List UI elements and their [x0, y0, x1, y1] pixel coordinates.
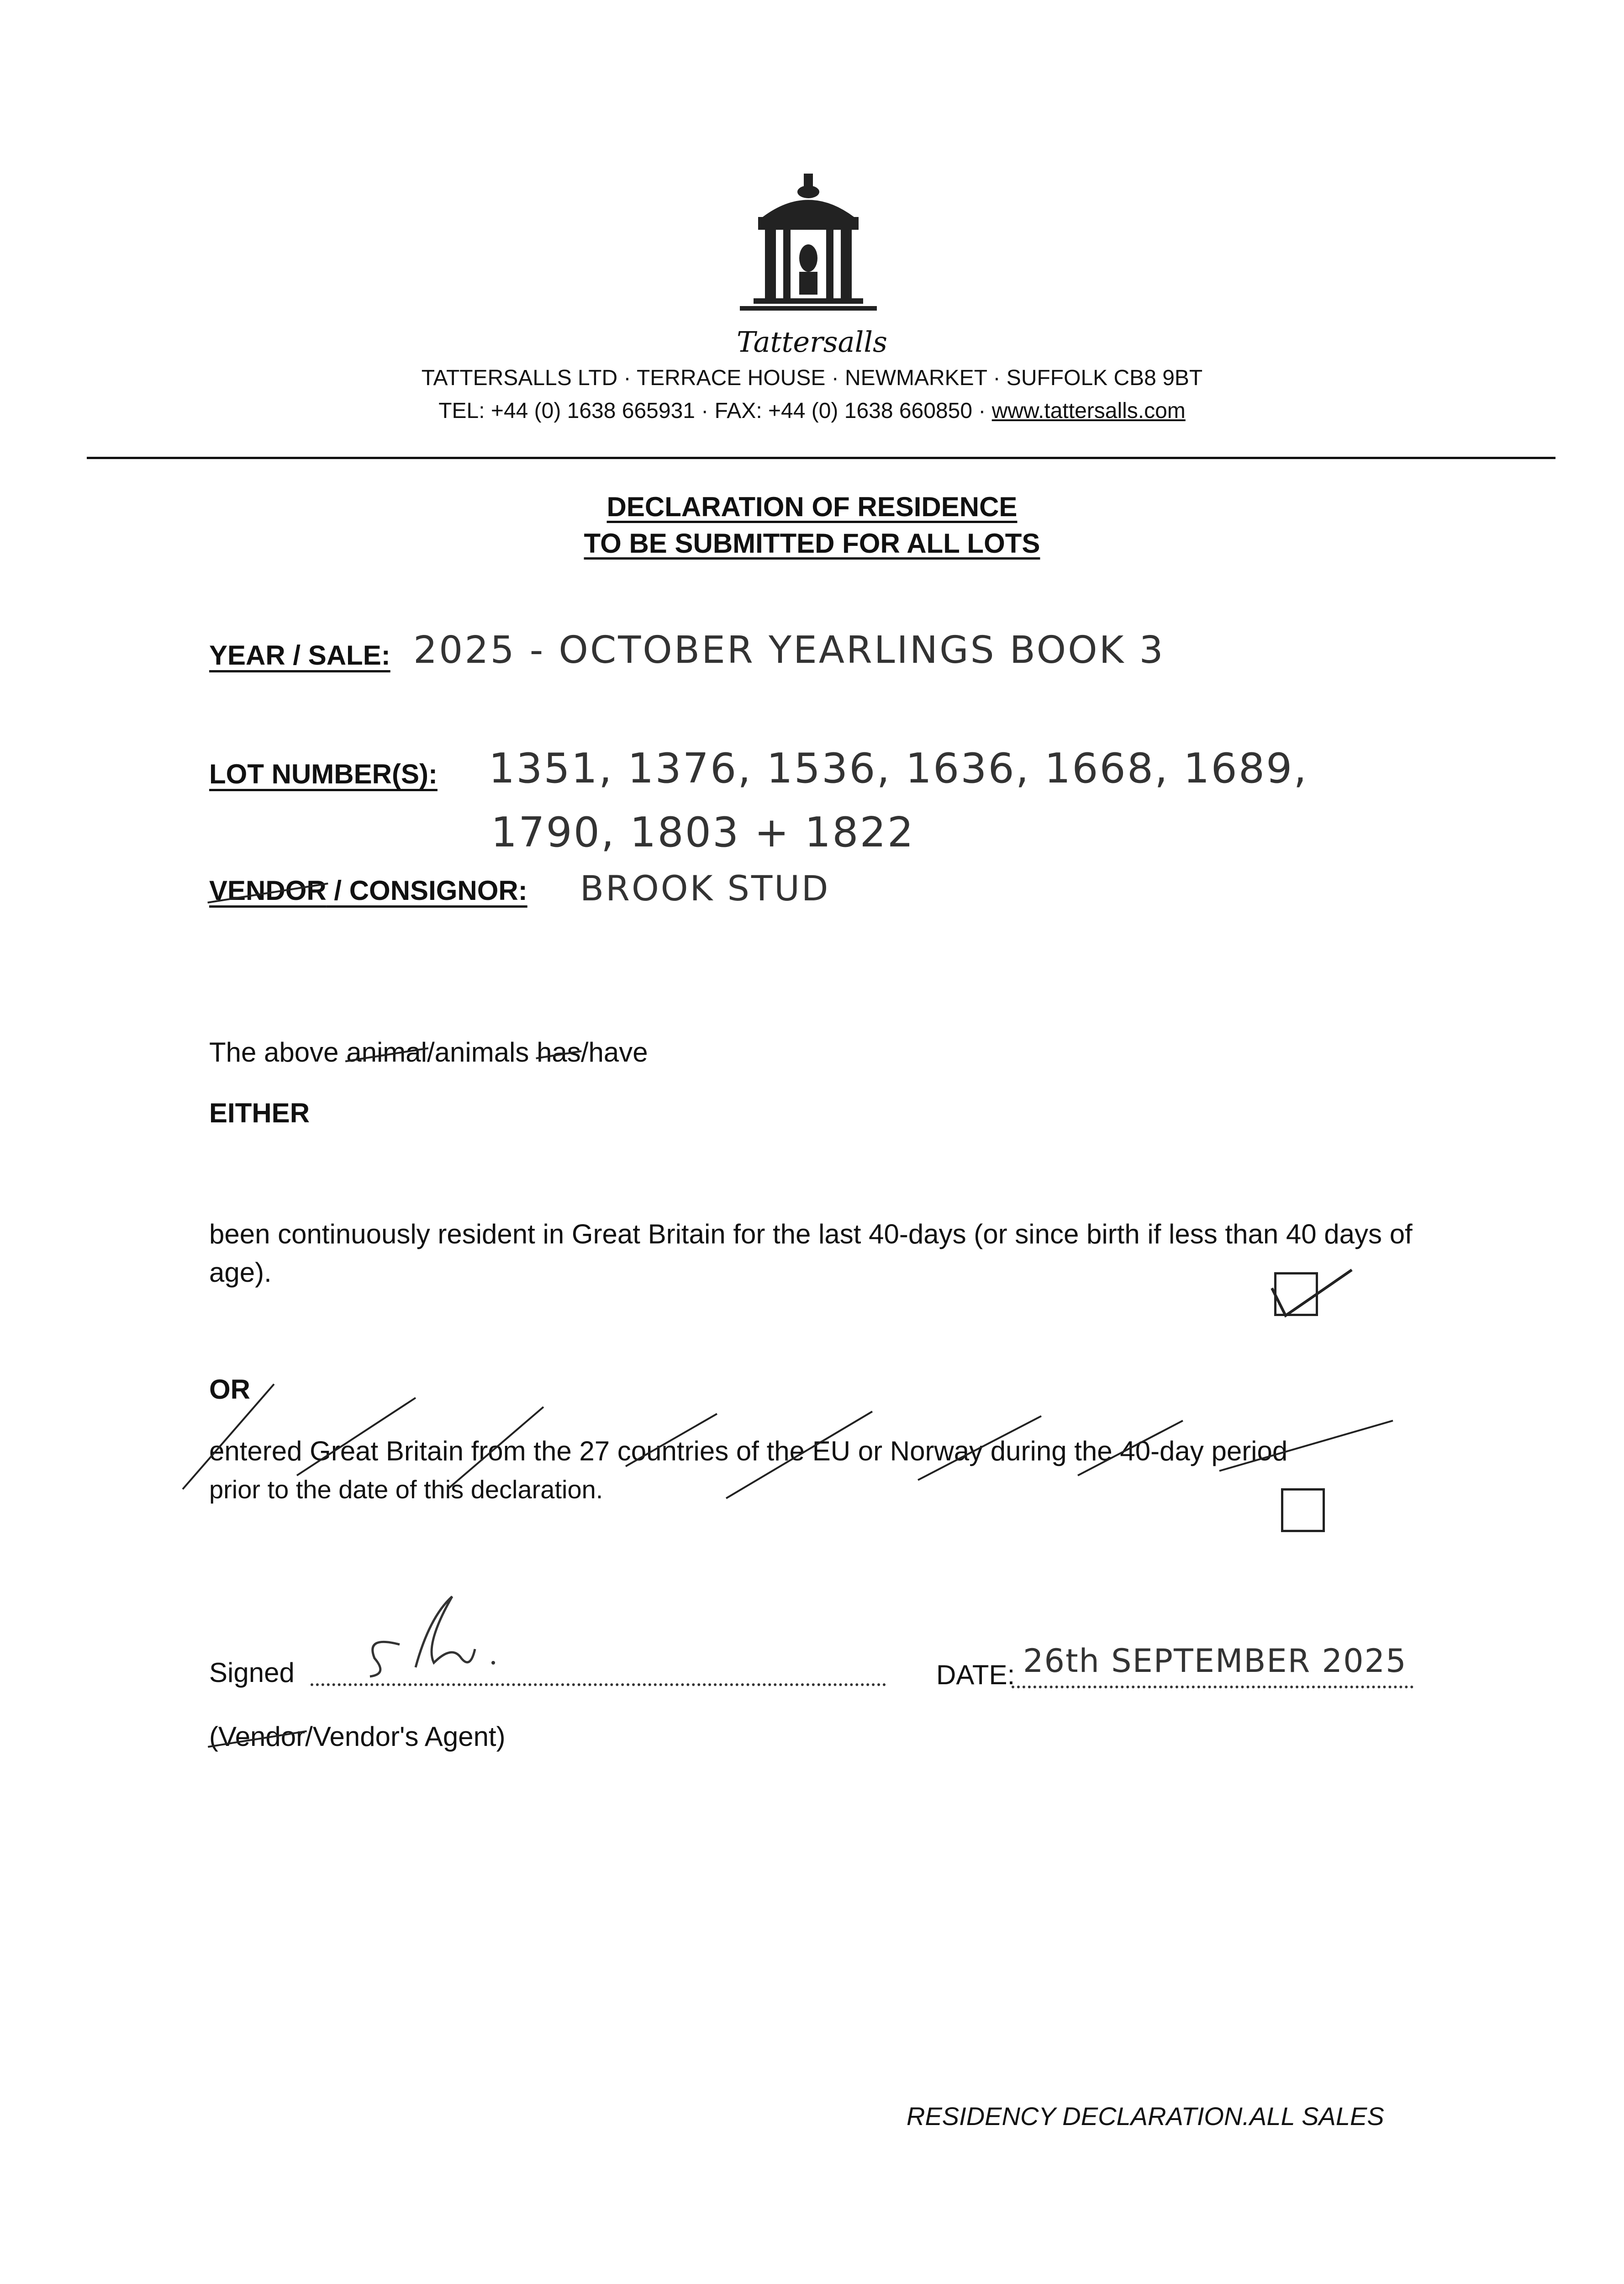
option-entered-gb-line-2: prior to the date of this declaration. [209, 1475, 603, 1504]
option2-checkbox[interactable] [1281, 1488, 1325, 1532]
header-divider [87, 457, 1555, 459]
year-sale-value[interactable]: 2025 - OCTOBER YEARLINGS BOOK 3 [413, 629, 1165, 672]
checkmark-icon [1265, 1261, 1356, 1329]
statement-intro [209, 1033, 648, 1072]
logo-wordmark: Tattersalls [737, 325, 887, 359]
document-title [0, 489, 1624, 562]
option-continuous-residence: been continuously resident in Great Britain for the last 40-days (or since birth if less than 40 days of age). [209, 1219, 1413, 1288]
animal-struck: animal [346, 1037, 427, 1068]
form-code-footer: RESIDENCY DECLARATION.ALL SALES [907, 2102, 1384, 2131]
vendor-consignor-label [209, 875, 527, 906]
signature-line[interactable] [311, 1683, 886, 1686]
option-entered-gb-line-1: entered Great Britain from the 27 countries of the EU or Norway during the 40-day period [209, 1436, 1288, 1466]
vendor-label-struck: VENDOR [209, 875, 327, 906]
contact-line [0, 398, 1624, 423]
signed-label: Signed [209, 1657, 295, 1688]
title-line-2: TO BE SUBMITTED FOR ALL LOTS [584, 528, 1040, 559]
vendor-consignor-value[interactable]: BROOK STUD [580, 868, 830, 909]
statement-prefix: The above [209, 1037, 347, 1068]
lot-numbers-label: LOT NUMBER(S): [209, 759, 438, 789]
address-line: TATTERSALLS LTD · TERRACE HOUSE · NEWMARKET · SUFFOLK CB8 9BT [421, 366, 1203, 390]
role-vendor-agent: /Vendor's Agent) [305, 1721, 506, 1752]
tattersalls-logo [740, 174, 877, 324]
date-label: DATE: [936, 1660, 1015, 1690]
signature-mark [356, 1590, 507, 1681]
year-sale-label: YEAR / SALE: [209, 640, 390, 671]
consignor-label: / CONSIGNOR: [326, 875, 527, 906]
date-value[interactable]: 26th SEPTEMBER 2025 [1023, 1642, 1407, 1680]
lot-numbers-line-1[interactable]: 1351, 1376, 1536, 1636, 1668, 1689, [489, 745, 1308, 793]
or-heading: OR [209, 1374, 250, 1405]
have-text: /have [580, 1037, 648, 1068]
lot-numbers-line-2[interactable]: 1790, 1803 + 1822 [491, 809, 915, 856]
either-heading: EITHER [209, 1098, 310, 1128]
has-struck: has [537, 1037, 581, 1068]
role-vendor-struck: (Vendor [209, 1721, 306, 1752]
signatory-role [209, 1718, 506, 1756]
website-link[interactable]: www.tattersalls.com [991, 399, 1186, 423]
title-line-1: DECLARATION OF RESIDENCE [606, 492, 1018, 522]
animals-text: /animals [427, 1037, 537, 1068]
phone-fax: TEL: +44 (0) 1638 665931 · FAX: +44 (0) 1638 660850 · [438, 399, 992, 423]
option2-strike-marks [178, 1370, 1411, 1512]
date-line[interactable] [1012, 1686, 1413, 1688]
